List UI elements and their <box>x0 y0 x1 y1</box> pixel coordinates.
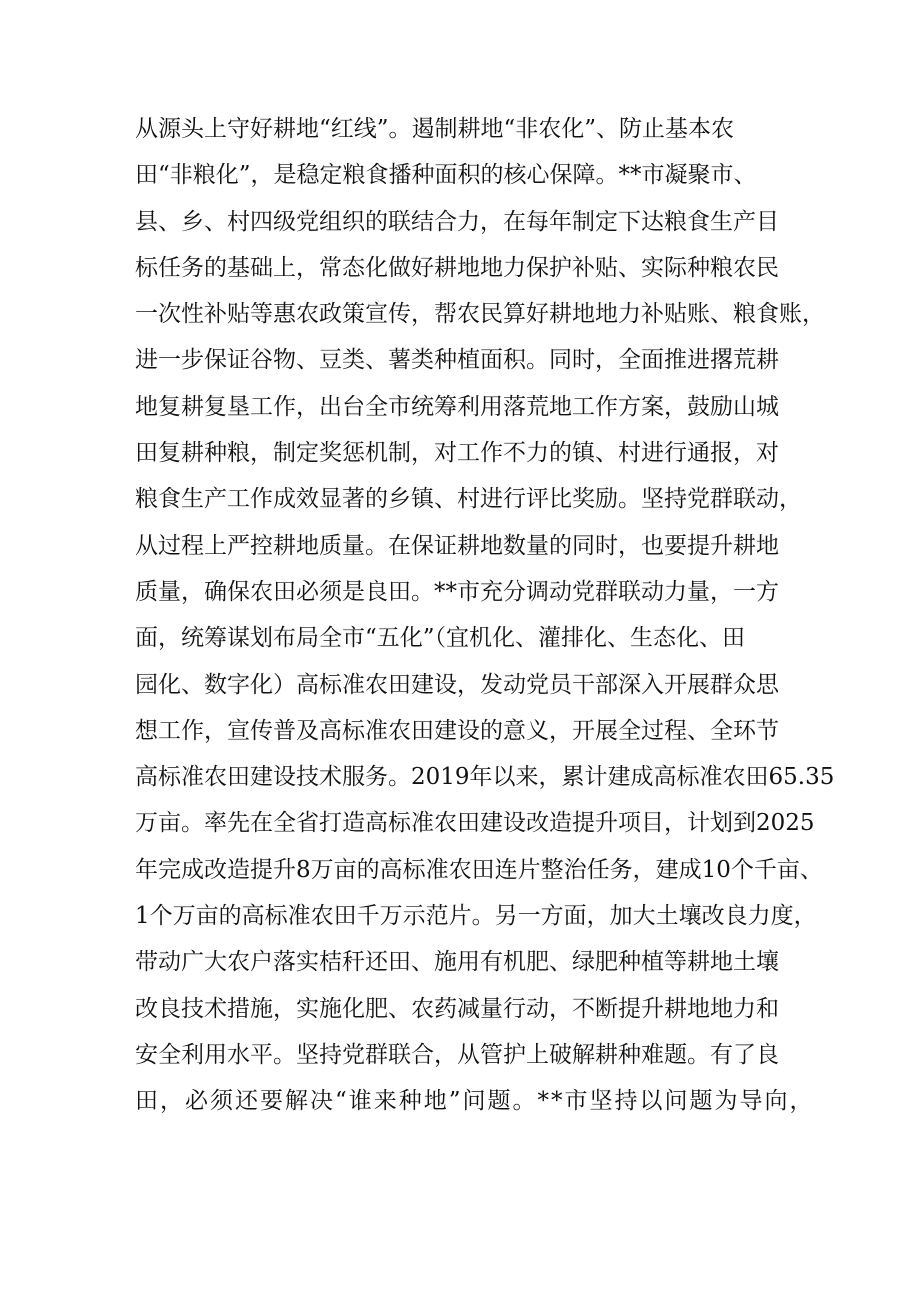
body-text <box>135 106 835 1125</box>
text-line: 面，统筹谋划布局全市“五化”（宜机化、灌排化、生态化、田 <box>135 625 746 652</box>
text-line: 县、乡、村四级党组织的联结合力，在每年制定下达粮食生产目 <box>135 208 779 235</box>
text-line: 安全利用水平。坚持党群联合，从管护上破解耕种难题。有了良 <box>135 1041 779 1068</box>
text-line: 标任务的基础上，常态化做好耕地地力保护补贴、实际种粮农民 <box>135 254 779 281</box>
text-line: 粮食生产工作成效显著的乡镇、村进行评比奖励。坚持党群联动， <box>135 486 802 513</box>
text-line: 田“非粮化”，是稳定粮食播种面积的核心保障。**市凝聚市、 <box>135 162 757 189</box>
text-line: 从源头上守好耕地“红线”。遏制耕地“非农化”、防止基本农 <box>135 116 735 142</box>
text-line: 年完成改造提升8万亩的高标准农田连片整治任务，建成10个千亩、 <box>135 856 823 883</box>
text-line: 从过程上严控耕地质量。在保证耕地数量的同时，也要提升耕地 <box>135 532 779 559</box>
text-line: 一次性补贴等惠农政策宣传，帮农民算好耕地地力补贴账、粮食账， <box>135 301 825 328</box>
text-line: 改良技术措施，实施化肥、农药减量行动，不断提升耕地地力和 <box>135 995 779 1022</box>
text-line: 地复耕复垦工作，出台全市统筹利用落荒地工作方案，鼓励山城 <box>135 393 779 420</box>
text-line: 质量，确保农田必须是良田。**市充分调动党群联动力量，一方 <box>135 578 779 605</box>
text-line: 1个万亩的高标准农田千万示范片。另一方面，加大土壤改良力度， <box>135 903 817 930</box>
text-line: 园化、数字化）高标准农田建设，发动党员干部深入开展群众思 <box>135 671 779 698</box>
text-line: 进一步保证谷物、豆类、薯类种植面积。同时，全面推进撂荒耕 <box>135 347 779 374</box>
text-line: 想工作，宣传普及高标准农田建设的意义，开展全过程、全环节 <box>135 717 779 744</box>
text-line: 万亩。率先在全省打造高标准农田建设改造提升项目，计划到2025 <box>135 810 815 837</box>
text-line: 带动广大农户落实桔秆还田、施用有机肥、绿肥种植等耕地土壤 <box>135 949 779 976</box>
text-line: 田，必须还要解决“谁来种地”问题。**市坚持以问题为导向， <box>135 1088 815 1115</box>
text-line: 高标准农田建设技术服务。2019年以来，累计建成高标准农田65.35 <box>135 764 835 791</box>
text-line: 田复耕种粮，制定奖惩机制，对工作不力的镇、村进行通报，对 <box>135 440 779 467</box>
